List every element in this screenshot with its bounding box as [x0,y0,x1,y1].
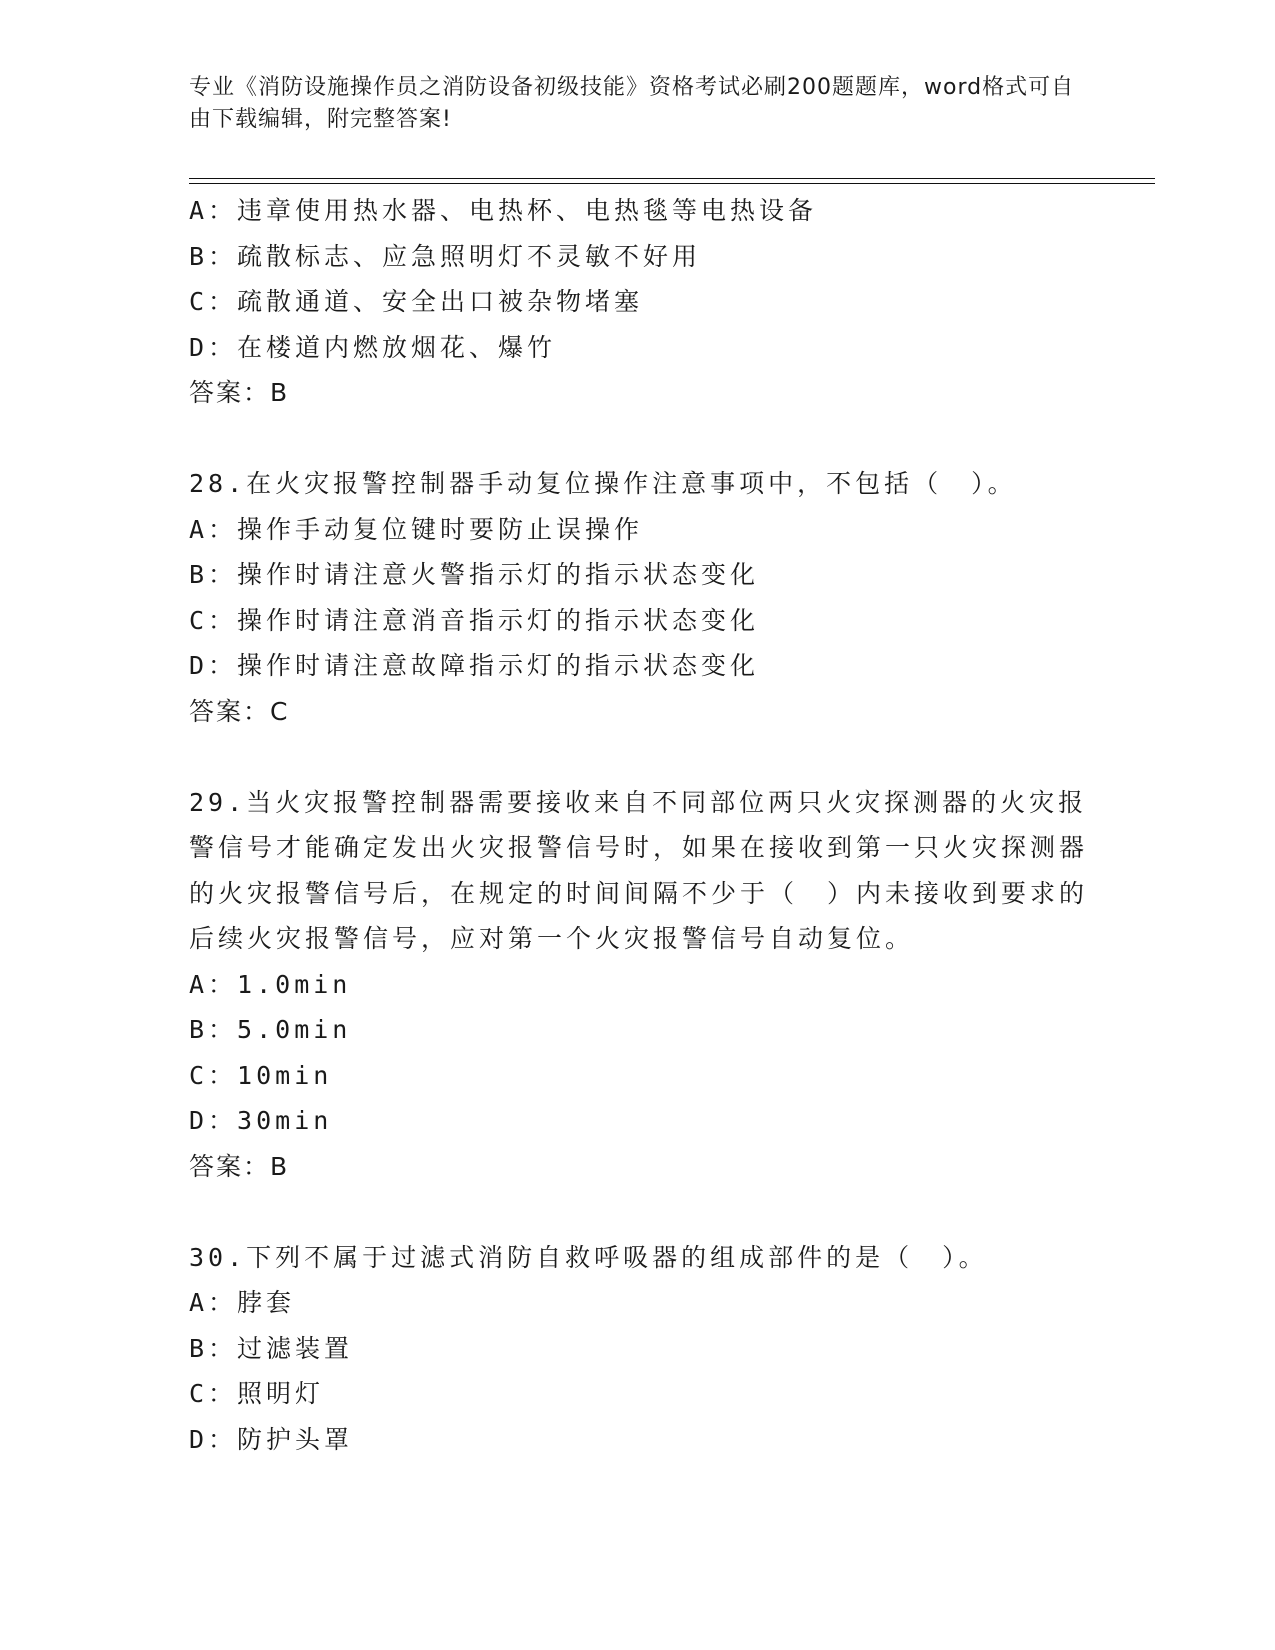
option-c: C：照明灯 [189,1379,325,1408]
spacer [189,1189,1089,1235]
answer: 答案：B [189,1151,290,1181]
spacer [189,416,1089,462]
question-stem: 30.下列不属于过滤式消防自救呼吸器的组成部件的是（ ）。 [189,1242,988,1272]
spacer [189,734,1089,780]
question-28 [189,461,1089,734]
option-d: D：操作时请注意故障指示灯的指示状态变化 [189,651,760,680]
option-b: B：过滤装置 [189,1333,354,1363]
option-c: C：10min [189,1060,333,1090]
answer: 答案：C [189,696,290,726]
answer: 答案：B [189,378,290,407]
question-stem: 29.当火灾报警控制器需要接收来自不同部位两只火灾探测器的火灾报警信号才能确定发出火灾报警信号时，如果在接收到第一只火灾探测器的火灾报警信号后，在规定的时间间隔不少于（ ）内未接收到要求的后续火灾报警信号，应对第一个火灾报警信号自动复位。 [189,787,1089,953]
option-a: A：操作手动复位键时要防止误操作 [189,514,644,544]
option-a: A：脖套 [189,1288,296,1317]
question-29 [189,780,1089,1190]
option-d: D：防护头罩 [189,1424,354,1454]
question-list [189,188,1089,1462]
header-rule-top [189,178,1155,179]
option-c: C：操作时请注意消音指示灯的指示状态变化 [189,605,760,635]
question-stem: 28.在火灾报警控制器手动复位操作注意事项中，不包括（ ）。 [189,469,1017,498]
question-27 [189,188,1089,416]
option-c: C：疏散通道、安全出口被杂物堵塞 [189,287,644,316]
option-b: B：操作时请注意火警指示灯的指示状态变化 [189,560,760,589]
option-d: D：在楼道内燃放烟花、爆竹 [189,332,557,362]
option-a: A：违章使用热水器、电热杯、电热毯等电热设备 [189,196,818,225]
question-30 [189,1235,1089,1463]
option-d: D：30min [189,1106,333,1135]
option-a: A：1.0min [189,969,352,999]
option-b: B：疏散标志、应急照明灯不灵敏不好用 [189,241,702,271]
document-header: 专业《消防设施操作员之消防设备初级技能》资格考试必刷200题题库，word格式可自由下载编辑，附完整答案! [189,75,1075,132]
header-rule-bottom [189,183,1155,184]
option-b: B：5.0min [189,1015,352,1044]
